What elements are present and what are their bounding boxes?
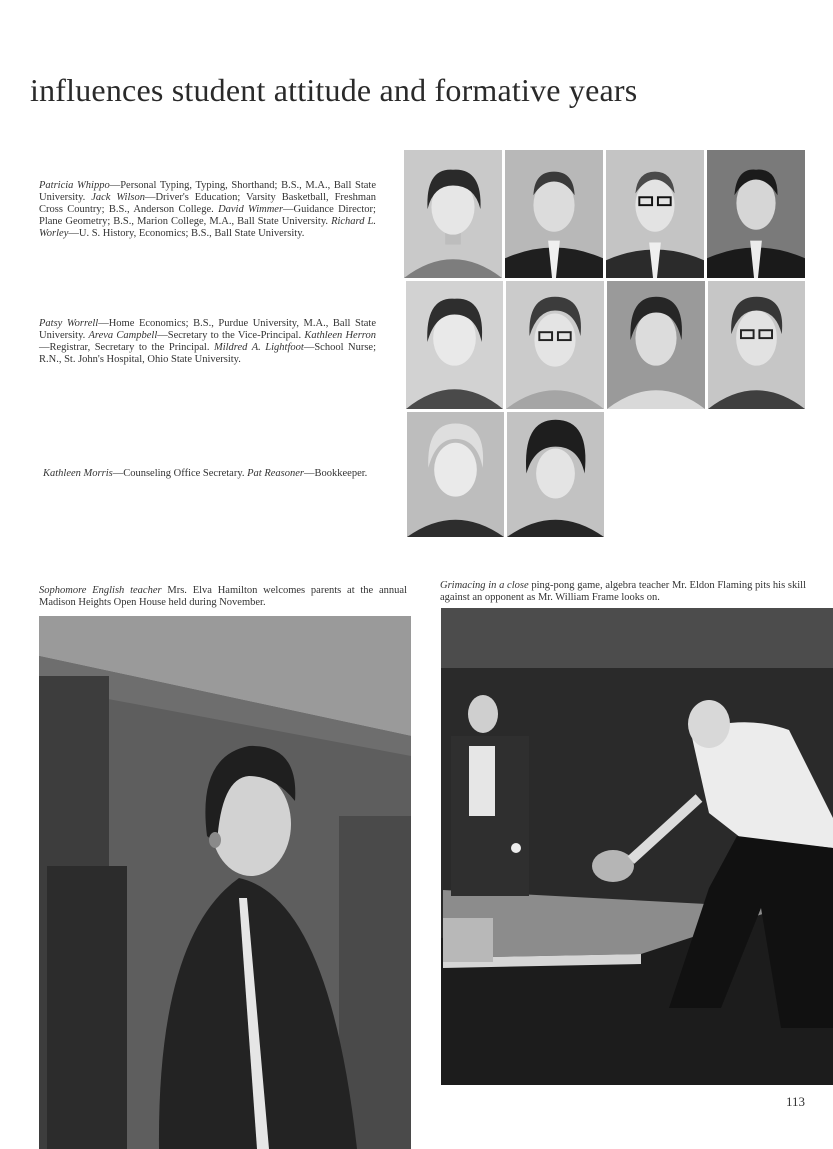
portrait-photo <box>407 412 504 537</box>
faculty-name: Jack Wilson <box>91 192 145 203</box>
portrait-photo <box>505 150 603 278</box>
portrait-photo <box>507 412 604 537</box>
page-headline: influences student attitude and formative years <box>30 72 638 108</box>
faculty-name: David Wimmer <box>218 204 284 215</box>
photo-caption-open-house <box>39 585 407 609</box>
faculty-details: —Secretary to the Vice-Principal. <box>157 330 305 341</box>
faculty-details: —Guidance Director; Plane Geometry; B.S., Marion College, M.A., Ball State University. <box>39 204 376 227</box>
faculty-name: Richard L. Worley <box>39 216 377 239</box>
faculty-details: —U. S. History, Economics; B.S., Ball State University. <box>68 228 305 239</box>
faculty-name: Kathleen Herron <box>304 330 376 341</box>
caption-text: ping-pong game, algebra teacher Mr. Eldon Flaming pits his skill against an opponent as Mr. William Frame looks on. <box>440 580 806 603</box>
faculty-name: Pat Reasoner <box>247 468 305 479</box>
faculty-name: Mildred A. Lightfoot <box>213 342 304 353</box>
faculty-name: Patsy Worrell <box>39 318 99 329</box>
open-house-photo <box>39 616 411 1149</box>
portrait-photo <box>404 150 502 278</box>
faculty-details: —Personal Typing, Typing, Shorthand; B.S., M.A., Ball State University. <box>39 180 376 203</box>
portrait-photo <box>406 281 503 409</box>
caption-lead: Sophomore English teacher <box>39 585 162 596</box>
faculty-details: —Bookkeeper. <box>304 468 368 479</box>
caption-lead: Grimacing in a close <box>440 580 529 591</box>
faculty-bio-group-2 <box>39 318 376 366</box>
faculty-details: —School Nurse; R.N., St. John's Hospital, Ohio State University. <box>39 342 376 365</box>
faculty-bio-group-1 <box>39 180 376 240</box>
faculty-name: Kathleen Morris <box>43 468 113 479</box>
photo-caption-ping-pong <box>440 580 806 604</box>
portrait-photo <box>607 281 705 409</box>
faculty-name: Patricia Whippo <box>39 180 110 191</box>
portrait-photo <box>506 281 604 409</box>
faculty-details: —Home Economics; B.S., Purdue University, M.A., Ball State University. <box>39 318 376 341</box>
page-number: 113 <box>785 1094 805 1109</box>
faculty-name: Areva Campbell <box>88 330 158 341</box>
caption-text: Mrs. Elva Hamilton welcomes parents at the annual Madison Heights Open House held during November. <box>39 585 407 608</box>
portrait-photo <box>606 150 704 278</box>
portrait-photo <box>707 150 805 278</box>
portrait-photo <box>708 281 805 409</box>
ping-pong-photo <box>441 608 833 1085</box>
faculty-details: —Counseling Office Secretary. <box>112 468 248 479</box>
faculty-details: —Registrar, Secretary to the Principal. <box>39 342 214 353</box>
faculty-bio-group-3 <box>43 468 378 480</box>
faculty-details: —Driver's Education; Varsity Basketball, Freshman Cross Country; B.S., Anderson College. <box>39 192 376 215</box>
